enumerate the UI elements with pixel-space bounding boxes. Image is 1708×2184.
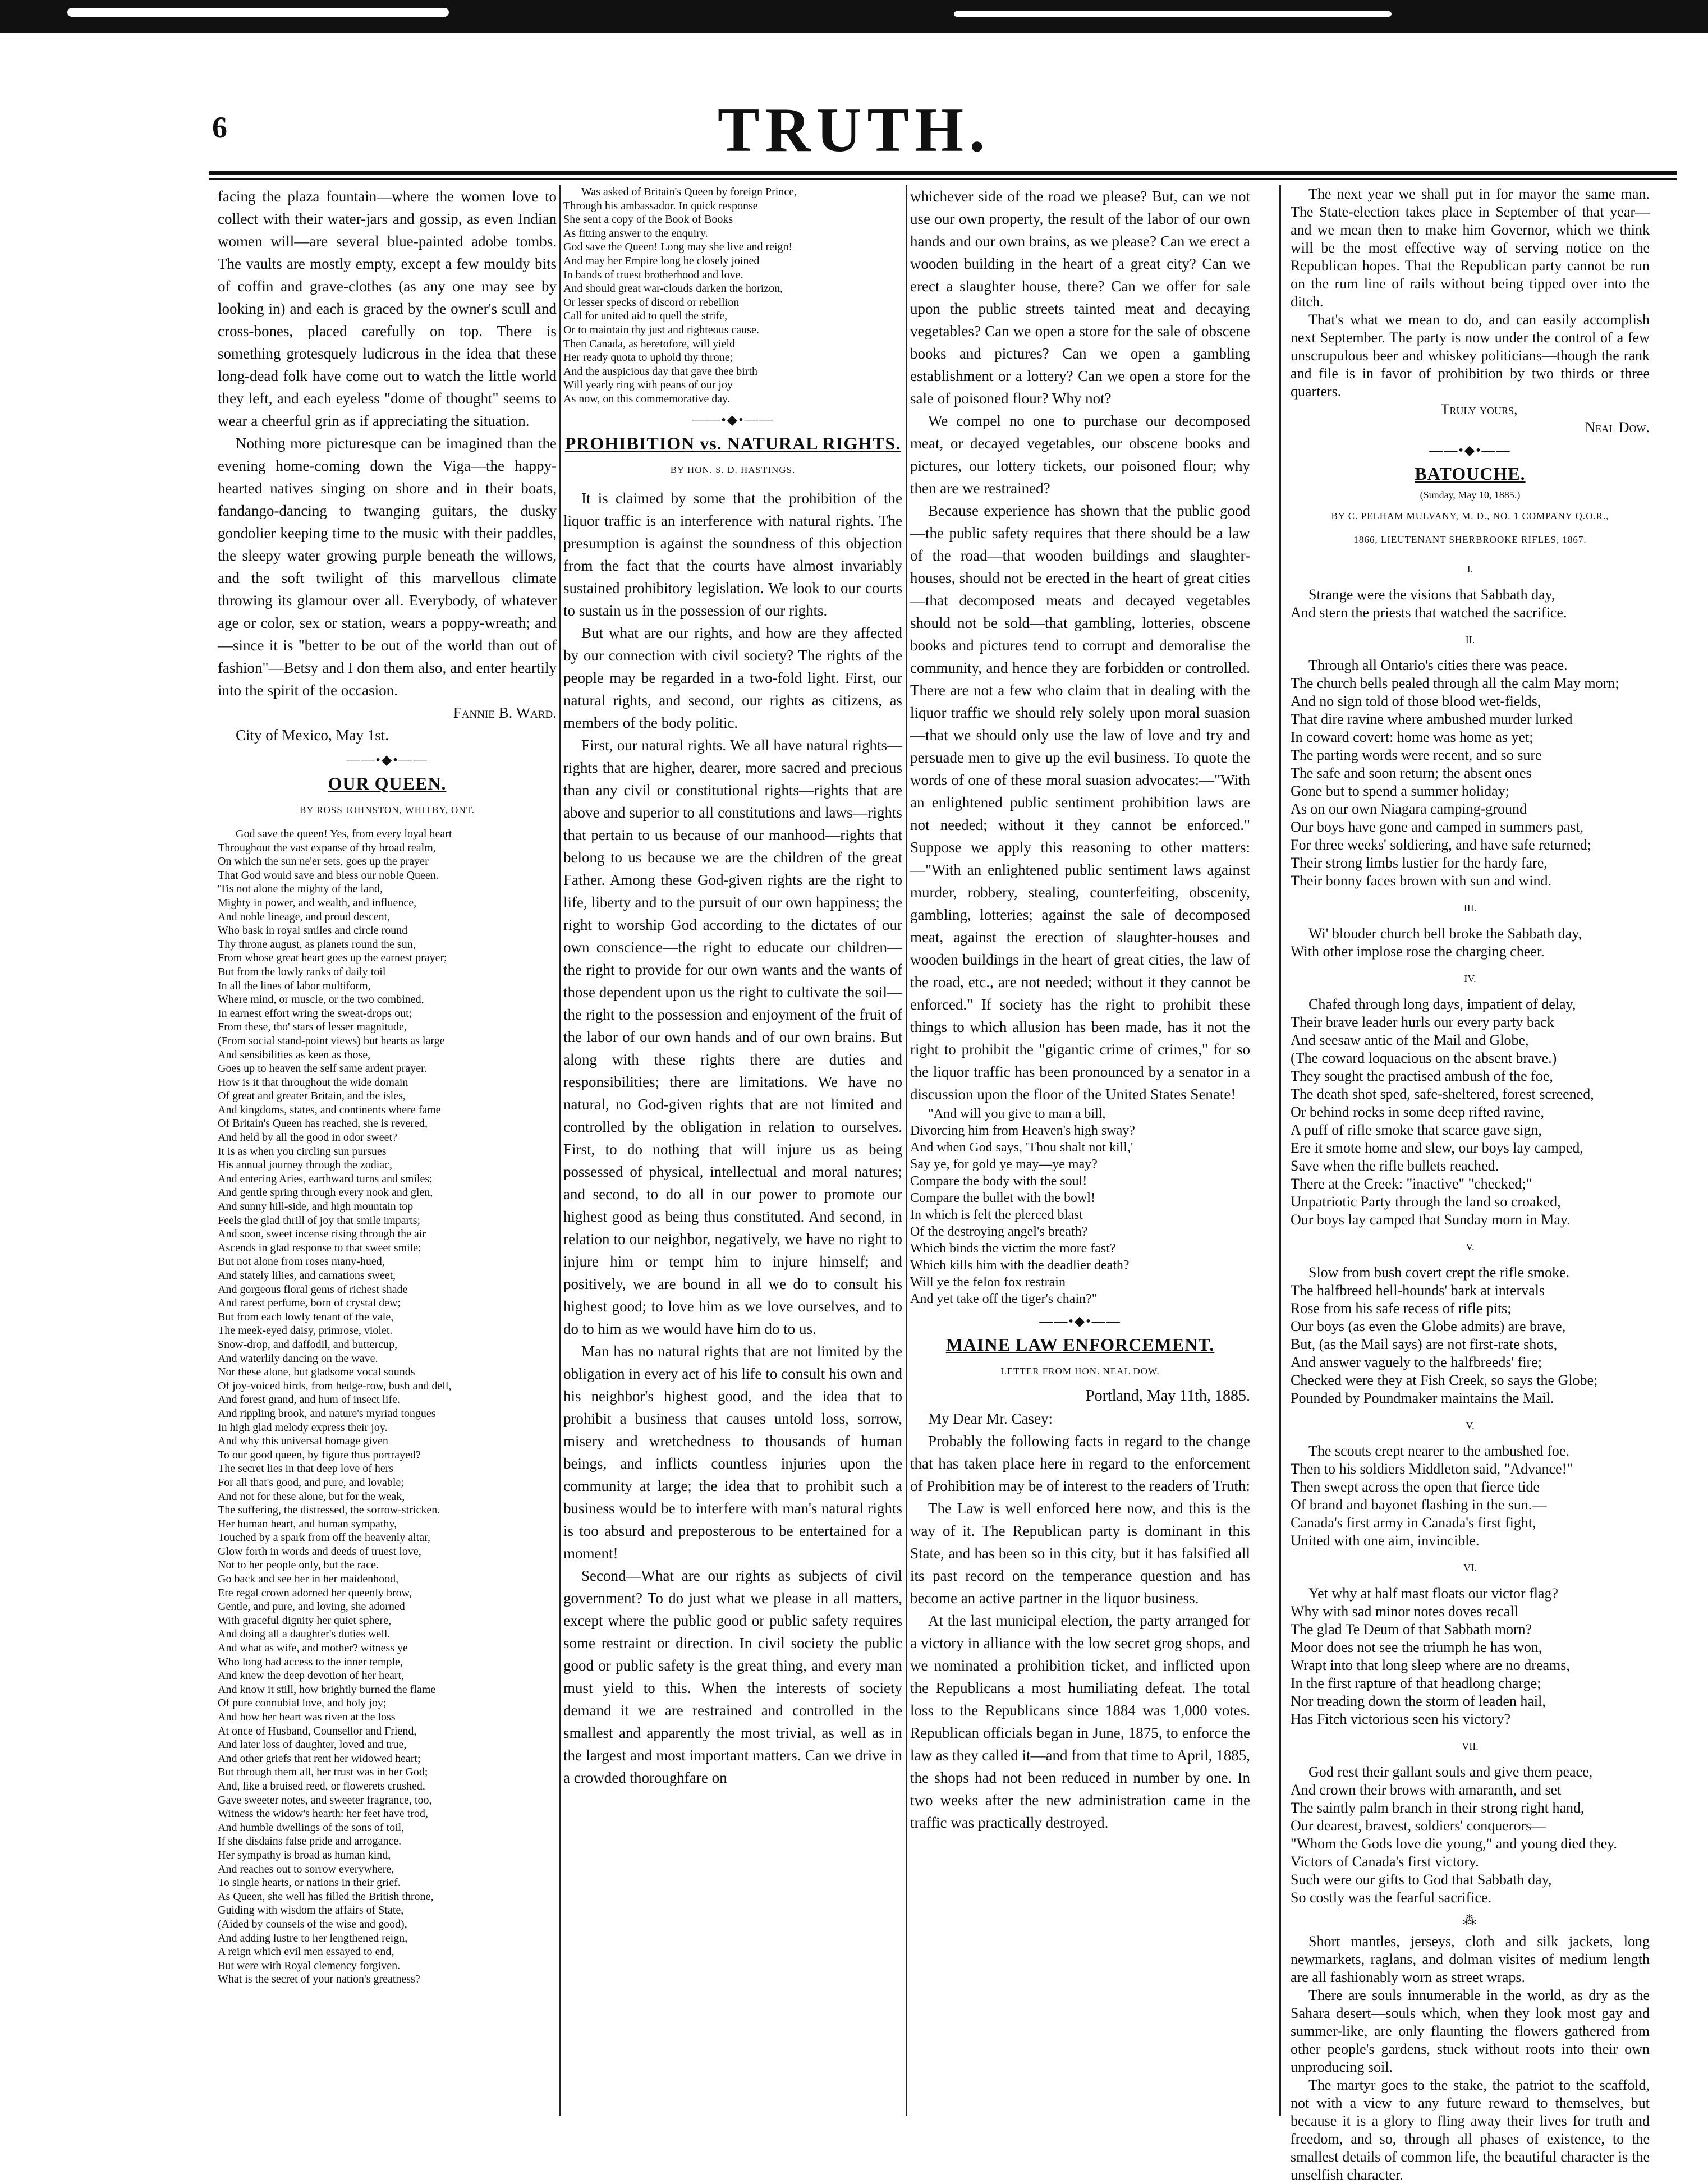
poem-stanza: Chafed through long days, impatient of delay, Their brave leader hurls our every party back And seesaw antic of the Mail and Globe, (The coward loquacious on the absent brave.) They sought the practised ambush of the foe, The death shot sped, safe-sheltered, forest screened, Or behind rocks in some deep rifted ravine, A puff of rifle smoke that scarce gave sign, Ere it smote home and slew, our boys lay camped, Save when the rifle bullets reached. There at the Creek: "inactive" "checked;" Unpatriotic Party through the land so croaked, Our boys lay camped that Sunday morn in May. <box>1291 996 1594 1228</box>
signature: Fannie B. Ward. <box>453 704 557 721</box>
article-heading: PROHIBITION vs. NATURAL RIGHTS. <box>564 433 901 453</box>
paragraph: We compel no one to purchase our decomposed meat, or decayed vegetables, our obscene books and pictures, our lottery tickets, our poisoned flour; why then are we restrained? <box>910 412 1250 497</box>
poem-stanza: Strange were the visions that Sabbath day, And stern the priests that watched the sacrifice. <box>1291 586 1567 621</box>
scan-artifact <box>67 8 449 17</box>
stanza-number: V. <box>1466 1420 1475 1431</box>
section-ornament: ——•◆•—— <box>346 753 428 768</box>
paragraph: whichever side of the road we please? But, can we not use our own property, the result of the labor of our own hands and our own brains, as we please? Can we erect a wooden building in the heart of a great city? Can we erect a slaughter house, there? Can we offer for sale upon the public streets tainted meat and decaying vegetables? Can we open a store for the sale of obscene books and pictures? Can we open a gambling establishment or a lottery? Can we open a store for the sale of poisoned flour? Why not? <box>910 188 1250 407</box>
column-4 <box>1291 185 1650 2183</box>
byline: 1866, LIEUTENANT SHERBROOKE RIFLES, 1867. <box>1353 534 1587 545</box>
paragraph: Nothing more picturesque can be imagined than the evening home-coming down the Viga—the happy-hearted natives singing on shore and in their boats, fandango-dancing to twanging guitars, the dusky gondolier keeping time to the music with their paddles, the sleepy water growing purple beneath the willows, and the soft twilight of this marvellous climate throwing its glamour over all. Everybody, of whatever age or color, sex or station, wears a poppy-wreath; and—since it is "better to be out of the world than out of fashion"—Betsy and I don them also, and enter heartily into the spirit of the occasion. <box>218 435 557 699</box>
paragraph: The next year we shall put in for mayor the same man. The State-election takes place in September of that year—and we mean then to make him Governor, which we think will be the most effective way of serving notice on the Republican hopes. That the Republican party cannot be run on the rum line of rails without being tipped over into the ditch. <box>1291 186 1650 310</box>
quoted-verse: "And will you give to man a bill, Divorcing him from Heaven's high sway? And when God says, 'Thou shalt not kill,' Say ye, for gold ye may—ye may? Compare the body with the soul! Compare the bullet with the bowl! In which is felt the plerced blast Of the destroying angel's breath? Which binds the victim the more fast? Which kills him with the deadlier death? Will ye the felon fox restrain And yet take off the tiger's chain?" <box>910 1107 1135 1306</box>
section-ornament: ——•◆•—— <box>692 412 774 428</box>
column-3 <box>910 185 1250 2127</box>
paragraph: But what are our rights, and how are they affected by our connection with civil society? The rights of the people may be regarded in a two-fold light. First, our natural rights, and second, our rights as citizens, as members of the body politic. <box>563 624 902 731</box>
letter-heading: LETTER FROM HON. NEAL DOW. <box>1000 1366 1160 1377</box>
paragraph: It is claimed by some that the prohibition of the liquor traffic is an interference with natural rights. The presumption is against the soundness of this objection from the fact that the courts have almost invariably sustained prohibitory legislation. We look to our courts to sustain us in the possession of our rights. <box>563 489 902 619</box>
article-heading: MAINE LAW ENFORCEMENT. <box>945 1334 1215 1355</box>
poem-stanza: God rest their gallant souls and give them peace, And crown their brows with amaranth, and set The saintly palm branch in their strong right hand, Our dearest, bravest, soldiers' conquerors— "Whom the Gods love die young," and young died they. Victors of Canada's first victory. Such were our gifts to God that Sabbath day, So costly was the fearful sacrifice. <box>1291 1764 1618 1906</box>
page-number: 6 <box>212 111 227 144</box>
paragraph: The martyr goes to the stake, the patriot to the scaffold, not with a view to any future reward to themselves, but because it is a glory to fling away their lives for truth and freedom, and so, through all phases of existence, to the smallest details of common life, the beautiful character is the unselfish character. <box>1291 2077 1650 2183</box>
paragraph: Probably the following facts in regard to the change that has taken place here in regard to the enforcement of Prohibition may be of interest to the readers of Truth: <box>910 1433 1250 1494</box>
stanza-number: I. <box>1467 563 1473 575</box>
paragraph: Man has no natural rights that are not limited by the obligation in every act of his life to consult his own and his neighbor's highest good, and the idea that to prohibit a business that causes untold loss, sorrow, misery and wretchedness to thousands of human beings, and inflicts countless injuries upon the community at large; the idea that to prohibit such a business would be to interfere with man's natural rights is too absurd and preposterous to be entertained for a moment! <box>563 1342 902 1562</box>
paragraph: facing the plaza fountain—where the women love to collect with their water-jars and gossip, as even Indian women will—are several blue-painted adobe tombs. The vaults are mostly empty, except a few mouldy bits of coffin and grave-clothes (as any one may see by looking in) and each is graced by the owner's scull and cross-bones, placed carefully on top. There is something grotesquely ludicrous in the idea that these long-dead folk have come out to watch the little world they left, and each eyeless "dome of thought" seems to wear a cheerful grin as if appreciating the situation. <box>218 188 557 429</box>
article-heading: BATOUCHE. <box>1415 464 1526 484</box>
column-2 <box>563 185 902 2127</box>
paragraph: That's what we mean to do, and can easily accomplish next September. The party is now under the control of a few unscrupulous beer and whiskey politicians—though the rank and file is in favor of prohibition by two thirds or three quarters. <box>1291 311 1650 400</box>
paragraph: Short mantles, jerseys, cloth and silk jackets, long newmarkets, raglans, and dolman visites of medium length are all fashionably worn as street wraps. <box>1291 1933 1650 1985</box>
stanza-number: II. <box>1465 634 1475 645</box>
article-heading: OUR QUEEN. <box>328 773 447 793</box>
paragraph: Second—What are our rights as subjects of civil government? To do just what we please in all matters, except where the public good or public safety requires some restraint or direction. In civil society the public good or public safety is the great thing, and every man must yield to this. When the interests of society demand it we are restrained and controlled in the smallest and apparently the most trivial, as well as in the largest and most important matters. Can we drive in a crowded thoroughfare on <box>563 1567 902 1786</box>
masthead-rule <box>209 171 1677 175</box>
column-divider <box>906 185 907 2116</box>
poem-stanza: Yet why at half mast floats our victor flag? Why with sad minor notes doves recall The glad Te Deum of that Sabbath morn? Moor does not see the triumph he has won, Wrapt into that long sleep where are no dreams, In the first rapture of that headlong charge; Nor treading down the storm of leaden hail, Has Fitch victorious seen his victory? <box>1291 1585 1570 1727</box>
scan-artifact <box>954 11 1392 17</box>
poem-stanza: Wi' blouder church bell broke the Sabbath day, With other implose rose the charging cheer. <box>1291 925 1582 960</box>
byline: BY C. PELHAM MULVANY, M. D., NO. 1 COMPANY Q.O.R., <box>1331 511 1609 521</box>
stanza-number: V. <box>1466 1241 1475 1252</box>
letter-place-date: Portland, May 11th, 1885. <box>1086 1387 1250 1405</box>
byline: BY ROSS JOHNSTON, WHITBY, ONT. <box>300 805 475 815</box>
paragraph: The Law is well enforced here now, and this is the way of it. The Republican party is dominant in this State, and has been so in this city, but it has falsified all its past record on the temperance question and has become an active partner in the liquor business. <box>910 1500 1250 1607</box>
poem-text: God save the queen! Yes, from every loyal heart Throughout the vast expanse of thy broad realm, On which the sun ne'er sets, goes up the prayer That God would save and bless our noble Queen. 'Tis not alone the mighty of the land, Mighty in power, and wealth, and influence, And noble lineage, and proud descent, Who bask in royal smiles and circle round Thy throne august, as planets round the sun, From whose great heart goes up the earnest prayer; But from the lowly ranks of daily toil In all the lines of labor multiform, Where mind, or muscle, or the two combined, In earnest effort wring the sweat-drops out; From these, tho' stars of lesser magnitude, (From social stand-point views) but hearts as large And sensibilities as keen as those, Goes up to heaven the self same ardent prayer. How is it that throughout the wide domain Of great and greater Britain, and the isles, And kingdoms, states, and continents where fame Of Britain's Queen has reached, she is revered, And held by all the good in odor sweet? It is as when you circling sun pursues His annual journey through the zodiac, And entering Aries, earthward turns and smiles; And gentle spring through every nook and glen, And sunny hill-side, and high mountain top Feels the glad thrill of joy that smile imparts; And soon, sweet incense rising through the air Ascends in glad response to that sweet smile; But not alone from roses many-hued, And stately lilies, and carnations sweet, And gorgeous floral gems of richest shade And rarest perfume, born of crystal dew; But from each lowly tenant of the vale, The meek-eyed daisy, primrose, violet. Snow-drop, and daffodil, and buttercup, And waterlily dancing on the wave. Nor these alone, but gladsome vocal sounds Of joy-voiced birds, from hedge-row, bush and dell, And forest grand, and hum of insect life. And rippling brook, and nature's myriad tongues In high glad melody express their joy. And why this universal homage given To our good queen, by figure thus portrayed? The secret lies in that deep love of hers For all that's good, and pure, and lovable; And not for these alone, but for the weak, The suffering, the distressed, the sorrow-stricken. Her human heart, and human sympathy, Touched by a spark from off the heavenly altar, Glow forth in words and deeds of truest love, Not to her people only, but the race. Go back and see her in her maidenhood, Ere regal crown adorned her queenly brow, Gentle, and pure, and loving, she adorned With graceful dignity her quiet sphere, And doing all a daughter's duties well. And what as wife, and mother? witness ye Who long had access to the inner temple, And knew the deep devotion of her heart, And know it still, how brightly burned the flame Of pure connubial love, and holy joy; And how her heart was riven at the loss At once of Husband, Counsellor and Friend, And later loss of daughter, loved and true, And other griefs that rent her widowed heart; But through them all, her trust was in her God; And, like a bruised reed, or flowerets crushed, Gave sweeter notes, and sweeter fragrance, too, Witness the widow's hearth: her feet have trod, And humble dwellings of the sons of toil, If she disdains false pride and arrogance. Her sympathy is broad as human kind, And reaches out to sorrow everywhere, To single hearts, or nations in their grief. As Queen, she well has filled the British throne, Guiding with wisdom the affairs of State, (Aided by counsels of the wise and good), And adding lustre to her lengthened reign, A reign which evil men essayed to end, But were with Royal clemency forgiven. What is the secret of your nation's greatness? <box>218 828 452 1986</box>
stanza-number: VII. <box>1462 1741 1479 1752</box>
top-scan-border <box>0 0 1708 33</box>
stanza-number: IV. <box>1464 973 1476 984</box>
paragraph: There are souls innumerable in the world, as dry as the Sahara desert—souls which, when they look most gay and summer-like, are only flaunting the flowers gathered from other people's gardens, stuck without roots into their own unproducing soil. <box>1291 1987 1650 2075</box>
stanza-number: III. <box>1463 902 1477 914</box>
poem-stanza: Slow from bush covert crept the rifle smoke. The halfbreed hell-hounds' bark at intervals Rose from his safe recess of rifle pits; Our boys (as even the Globe admits) are brave, But, (as the Mail says) are not first-rate shots, And answer vaguely to the halfbreeds' fire; Checked were they at Fish Creek, so says the Globe; Pounded by Poundmaker maintains the Mail. <box>1291 1264 1598 1406</box>
letter-salutation: My Dear Mr. Casey: <box>928 1410 1053 1427</box>
paragraph: At the last municipal election, the party arranged for a victory in alliance with the low secret grog shops, and we nominated a prohibition ticket, and inflicted upon the Republicans a most humiliating defeat. The total loss to the Republicans since 1884 was 1,000 votes. Republican officials began in June, 1875, to enforce the law as they called it—and from that time to April, 1885, the shops had not been reduced in number by one. In two weeks after the new administration came in the traffic was practically destroyed. <box>910 1612 1250 1831</box>
poem-stanza: Through all Ontario's cities there was peace. The church bells pealed through all the calm May morn; And no sign told of those blood wet-fields, That dire ravine where ambushed murder lurked In coward covert: home was home as yet; The parting words were recent, and so sure The safe and soon return; the absent ones Gone but to spend a summer holiday; As on our own Niagara camping-ground Our boys have gone and camped in summers past, For three weeks' soldiering, and have safe returned; Their strong limbs lustier for the hardy fare, Their bonny faces brown with sun and wind. <box>1291 657 1619 889</box>
poem-stanza: The scouts crept nearer to the ambushed foe. Then to his soldiers Middleton said, "Advance!" Then swept across the open that fierce tide Of brand and bayonet flashing in the sun.— Canada's first army in Canada's first fight, United with one aim, invincible. <box>1291 1443 1573 1549</box>
column-divider <box>1279 185 1281 2116</box>
subheading-date: (Sunday, May 10, 1885.) <box>1420 489 1521 501</box>
paragraph: First, our natural rights. We all have natural rights—rights that are higher, dearer, more sacred and precious than any civil or constitutional rights—rights that are above and superior to all constitutions and laws—rights that pertain to us because of our manhood—rights that belong to us because we are the children of the great Father. Among these God-given rights are the right to life, liberty and to the pursuit of our own happiness; the right to worship God according to the dictates of our own conscience—the right to educate our children—the right to provide for our own wants and the wants of those dependent upon us the right to cultivate the soil—the right to the possession and enjoyment of the fruit of the labor of our own hands and of our own brains. But along with these rights there are duties and responsibilities; there are limitations. We have no natural, no God-given rights that are not limited and controlled by the obligation in relation to ourselves. First, to do nothing that will injure us as being possessed of physical, intellectual and moral natures; and second, to do all in our power to promote our highest good as being thus constituted. And second, in relation to our neighbor, negatively, we have no right to injure him or tempt him to injure himself; and positively, we are bound in all we do to consult his highest good; to love him as we love ourselves, and to do to him as we would have him do to us. <box>563 736 902 1337</box>
section-ornament: ——•◆•—— <box>1429 443 1511 458</box>
paragraph: Because experience has shown that the public good—the public safety requires that there should be a law of the road—that wooden buildings and slaughter-houses, should not be erected in the heart of great cities—that decomposed meats and decayed vegetables should not be sold—that gambling, lotteries, obscene books and pictures tend to corrupt and demoralise the community, and hence they are forbidden or controlled. There are not a few who claim that in dealing with the liquor traffic we should rely solely upon moral suasion—that we should only use the law of love and try and persuade men to give up the evil business. To quote the words of one of these moral suasion advocates:—"With an enlightened public sentiment prohibition laws are not needed; without it they cannot be enforced." Suppose we apply this reasoning to other matters:—"With an enlightened public sentiment laws against murder, robbery, stealing, counterfeiting, obscenity, gambling, lotteries; against the sale of decomposed meat, against the erection of slaughter-houses and wooden buildings in the heart of great cities, the law of the road, etc., are not needed; without it they cannot be enforced." If society has the right to prohibit these things to which allusion has been made, has it not the right to prohibit the "gigantic crime of crimes," for so the liquor traffic has been pronounced by a senator in a discussion upon the floor of the United States Senate! <box>910 502 1250 1103</box>
section-ornament: ——•◆•—— <box>1039 1314 1121 1329</box>
column-1 <box>218 185 557 2127</box>
letter-closing: Truly yours, <box>1440 401 1518 417</box>
masthead-title: TRUTH. <box>717 95 991 165</box>
byline: BY HON. S. D. HASTINGS. <box>670 464 796 475</box>
masthead-rule <box>209 178 1677 180</box>
poem-text: Was asked of Britain's Queen by foreign Prince, Through his ambassador. In quick response She sent a copy of the Book of Books As fitting answer to the enquiry. God save the Queen! Long may she live and reign! And may her Empire long be closely joined In bands of truest brotherhood and love. And should great war-clouds darken the horizon, Or lesser specks of discord or rebellion Call for united aid to quell the strife, Or to maintain thy just and righteous cause. Then Canada, as heretofore, will yield Her ready quota to uphold thy throne; And the auspicious day that gave thee birth Will yearly ring with peans of our joy As now, on this commemorative day. <box>563 186 797 405</box>
section-ornament: ⁂ <box>1463 1914 1477 1928</box>
signature: Neal Dow. <box>1585 419 1650 435</box>
dateline: City of Mexico, May 1st. <box>236 727 389 744</box>
column-divider <box>559 185 561 2116</box>
stanza-number: VI. <box>1463 1562 1477 1573</box>
